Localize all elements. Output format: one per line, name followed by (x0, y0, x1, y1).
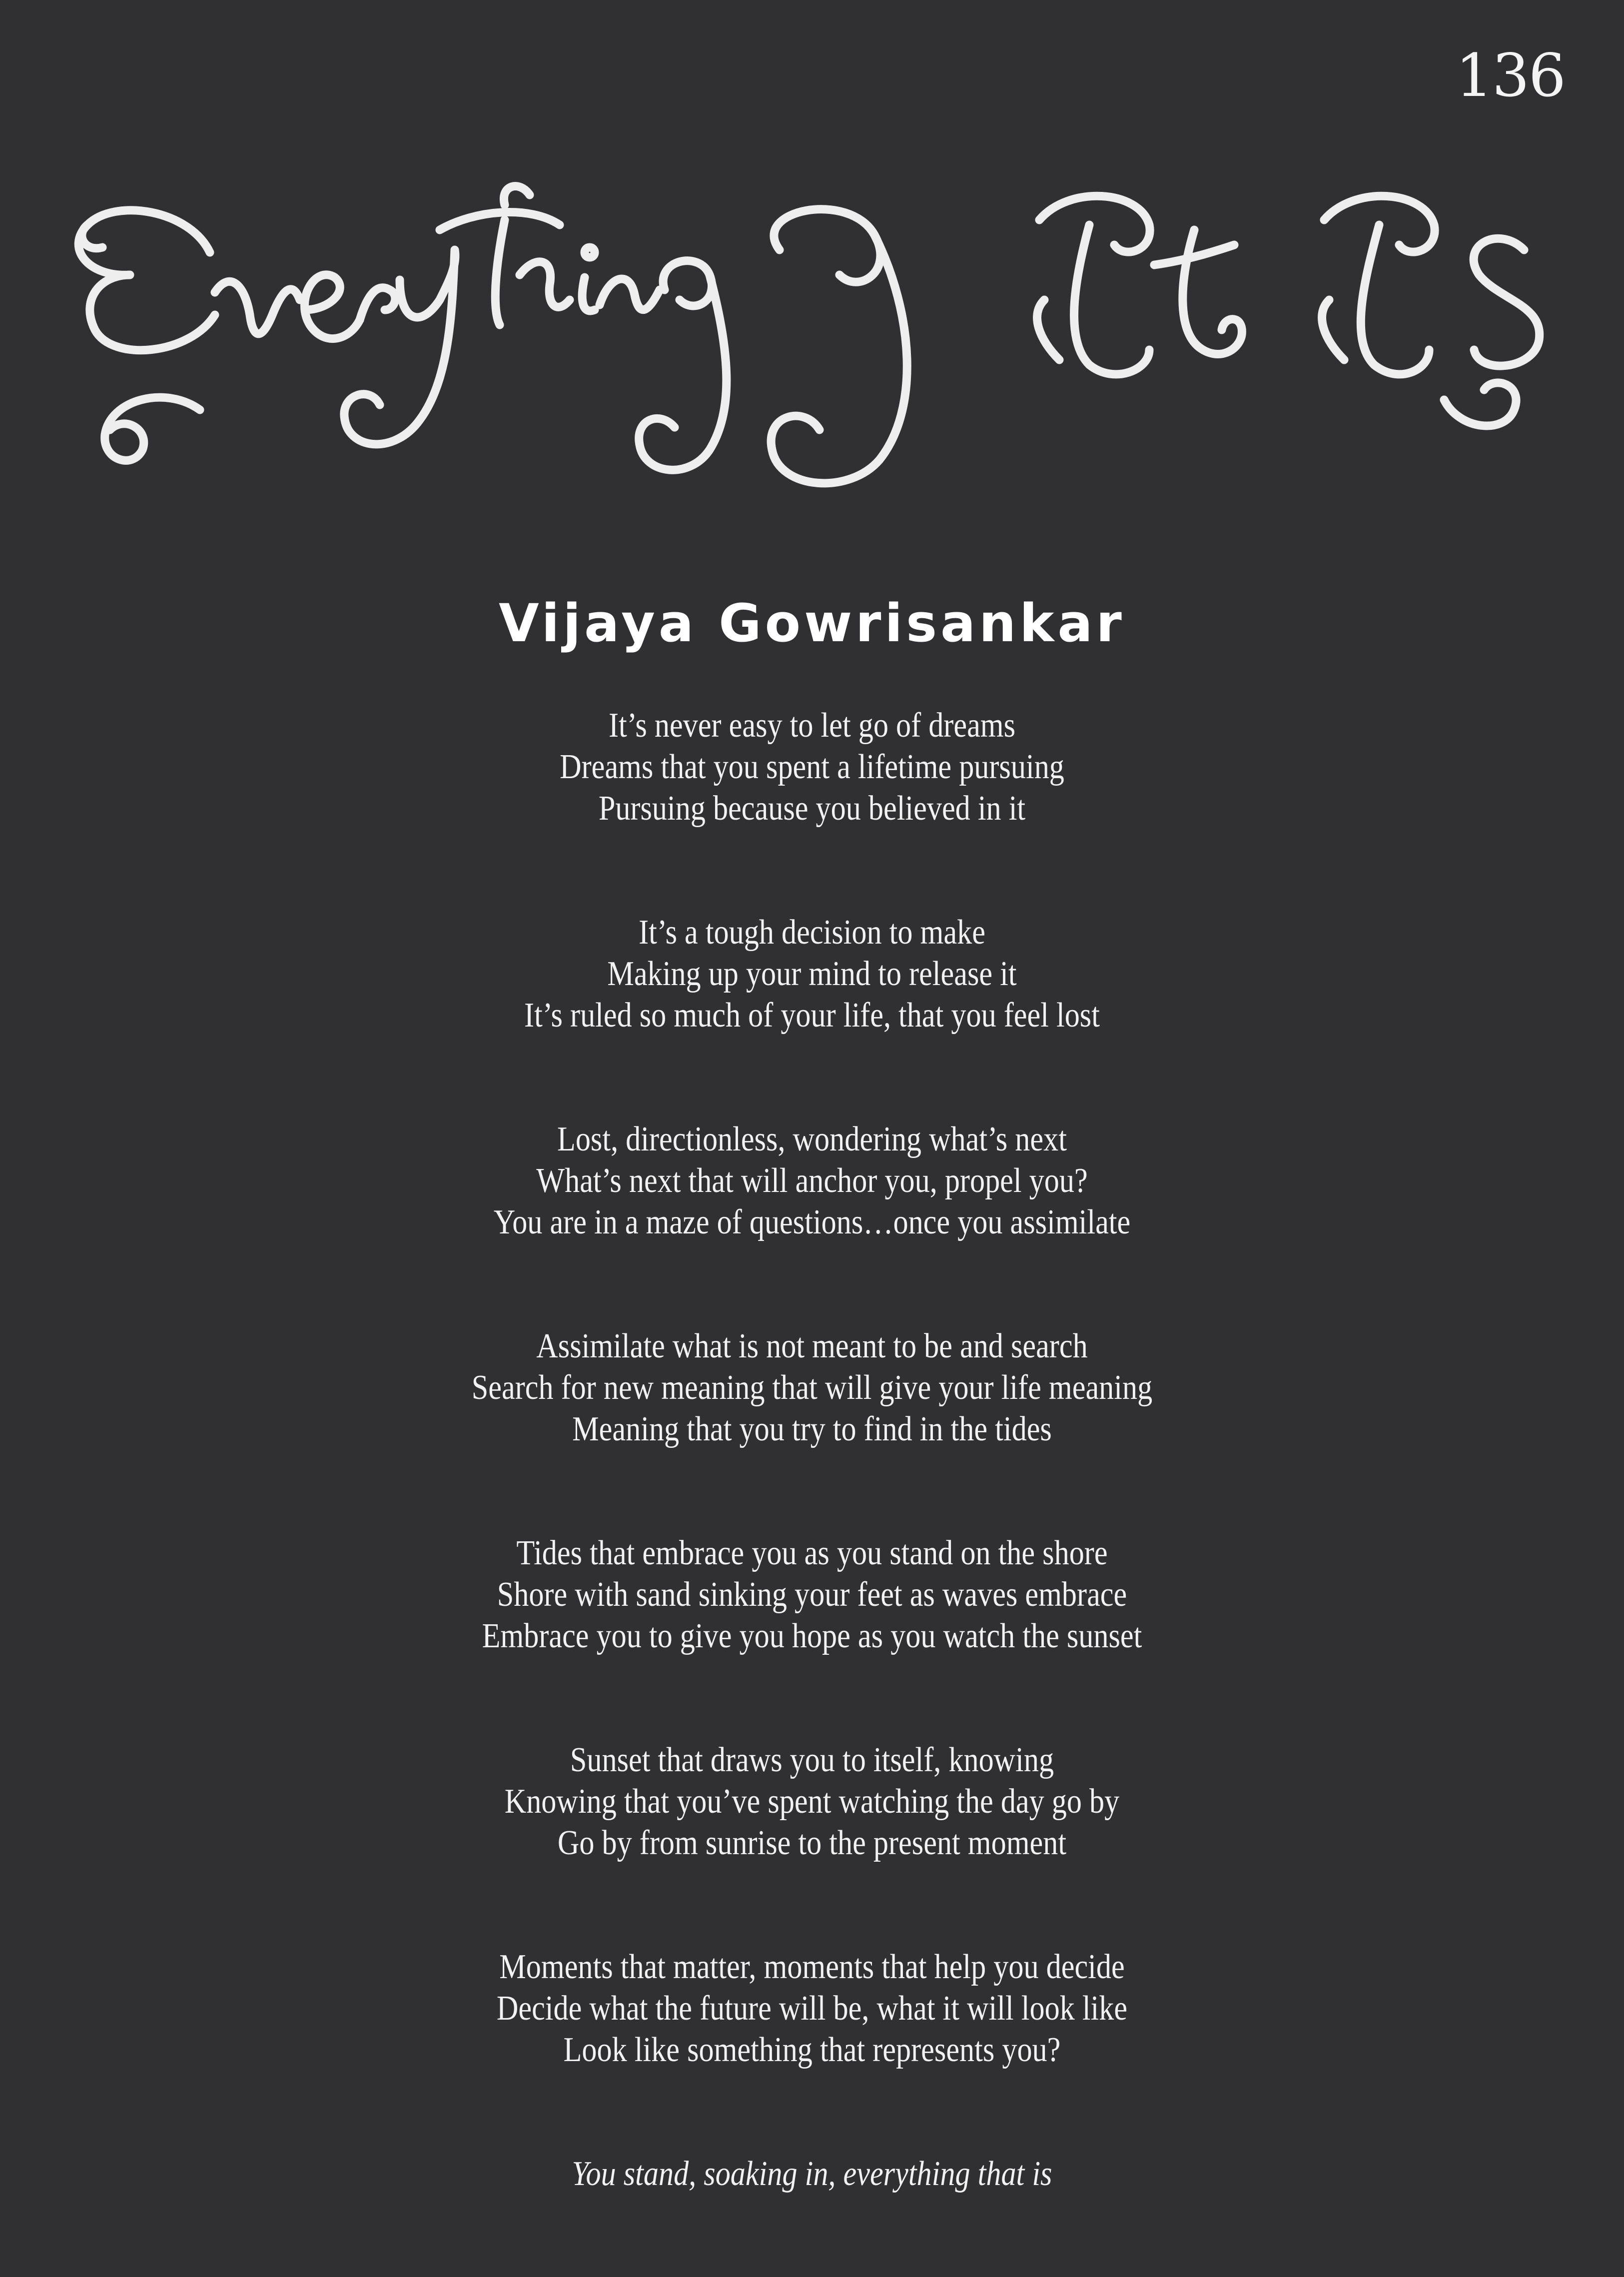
title-calligraphy (0, 150, 1624, 550)
poem-line: Moments that matter, moments that help you decide (499, 1948, 1125, 1986)
poem-line: Look like something that represents you? (563, 2031, 1061, 2069)
poem-line: Sunset that draws you to itself, knowing (570, 1741, 1054, 1779)
stanza (0, 1119, 1624, 1243)
poem-line: Shore with sand sinking your feet as waves embrace (497, 1575, 1127, 1614)
stanza (0, 1739, 1624, 1864)
stanza (0, 1946, 1624, 2071)
stanza (0, 1532, 1624, 1657)
stanza (0, 912, 1624, 1036)
poem-line: What’s next that will anchor you, propel you? (536, 1161, 1088, 1200)
poem-line: Dreams that you spent a lifetime pursuing (560, 748, 1064, 786)
poem-line: Decide what the future will be, what it will look like (496, 1989, 1128, 2028)
page-number: 136 (1455, 41, 1565, 110)
author-name: Vijaya Gowrisankar (499, 593, 1125, 654)
poem-line: Lost, directionless, wondering what’s next (557, 1120, 1067, 1158)
poem-line: Embrace you to give you hope as you watch the sunset (482, 1617, 1142, 1655)
poem-title (0, 150, 1624, 550)
poem-line: Go by from sunrise to the present moment (557, 1824, 1067, 1862)
poem-line: You are in a maze of questions…once you assimilate (493, 1203, 1131, 1241)
poem-line: Assimilate what is not meant to be and search (536, 1327, 1088, 1365)
poem-line: Knowing that you’ve spent watching the day go by (504, 1782, 1120, 1821)
poem-line: Making up your mind to release it (607, 955, 1017, 993)
poem-line: Pursuing because you believed in it (598, 789, 1026, 828)
poem-line: It’s never easy to let go of dreams (608, 706, 1016, 745)
poem-line: Meaning that you try to find in the tides (572, 1410, 1052, 1448)
closing-stanza (0, 2153, 1624, 2195)
poem-line: Tides that embrace you as you stand on the shore (516, 1534, 1108, 1572)
poem-line: It’s ruled so much of your life, that you feel lost (524, 996, 1100, 1035)
stanza (0, 705, 1624, 829)
closing-line: You stand, soaking in, everything that is (572, 2155, 1052, 2193)
poem-body (0, 705, 1624, 2277)
poem-line: Search for new meaning that will give your life meaning (471, 1368, 1153, 1407)
stanza (0, 1325, 1624, 1450)
poem-line: It’s a tough decision to make (639, 913, 985, 952)
